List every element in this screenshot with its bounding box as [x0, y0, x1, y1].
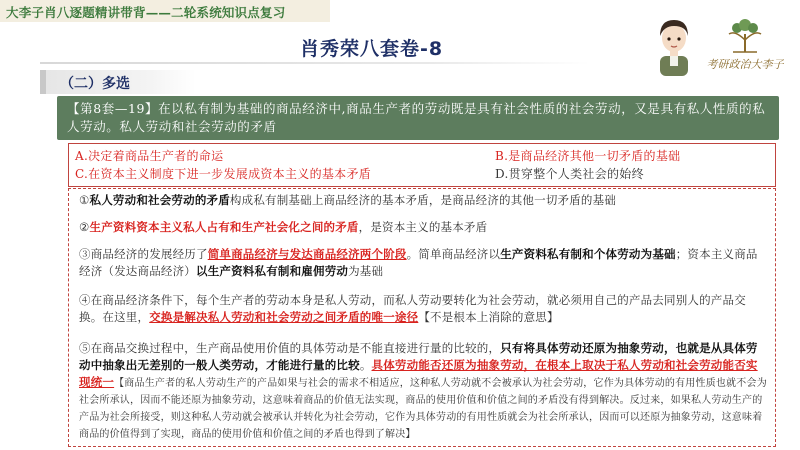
section-tab	[40, 70, 196, 94]
option-b[interactable]: B.是商品经济其他一切矛盾的基础	[495, 149, 681, 163]
point-text: ；资本主义商品经济（发达商品经济）	[79, 247, 758, 278]
page-title: 肖秀荣八套卷-8	[300, 38, 444, 60]
option-a[interactable]: A.决定着商品生产者的命运	[75, 149, 224, 163]
point-marker: ②	[79, 220, 90, 234]
point-keyword: 只有将具体劳动还原为抽象劳动，也就是从具体劳动中抽象出无差别的一般人类劳动，才能进行量的比较	[79, 341, 758, 372]
explanation-point-3	[79, 246, 769, 280]
point-text: 。	[359, 358, 372, 372]
point-note: 【商品生产者的私人劳动生产的产品如果与社会的需求不相适应，这种私人劳动就不会被承认为社会劳动，它作为具体劳动的有用性质也就不会为社会所承认，因而不能还原为抽象劳动，这意味着商品的价值无法实现，商品的使用价值和价值之间的矛盾没有得到解决。反过来，如果私人劳动生产的产品为社会所接受，则这种私人劳动就会被承认并转化为社会劳动，它作为具体劳动的有用性质就会为社会所承认，因而可以还原为抽象劳动，这意味着商品的价值得到了实现，商品的使用价值和价值之间的矛盾也得到了解决】	[79, 378, 767, 440]
tree-icon	[695, 18, 795, 58]
header-title: 大李子肖八逐题精讲带背——二轮系统知识点复习	[6, 5, 286, 20]
point-text: ④在商品经济条件下，每个生产者的劳动本身是私人劳动，而私人劳动要转化为社会劳动，就必须用自己的产品去同别人的产品交换。在这里，	[79, 293, 746, 324]
explanation-point-2	[79, 219, 769, 236]
point-text: 。简单商品经济以	[406, 247, 501, 261]
point-text: 构成私有制基础上商品经济的基本矛盾，是商品经济的其他一切矛盾的基础	[229, 193, 617, 207]
point-keyword: 生产资料资本主义私人占有和生产社会化之间的矛盾	[89, 220, 359, 234]
option-c[interactable]: C.在资本主义制度下进一步发展成资本主义的基本矛盾	[75, 167, 372, 181]
header-strip	[0, 0, 330, 22]
option-d[interactable]: D.贯穿整个人类社会的始终	[495, 167, 644, 181]
brand-logo	[695, 18, 795, 76]
options-box	[68, 143, 776, 187]
logo-text: 考研政治大李子	[706, 58, 784, 71]
section-label: （二）多选	[60, 76, 130, 92]
avatar-icon	[650, 12, 698, 76]
point-keyword: 简单商品经济与发达商品经济两个阶段	[207, 247, 407, 261]
explanation-point-5	[79, 340, 769, 442]
question-text: 【第8套—19】在以私有制为基础的商品经济中,商品生产者的劳动既是具有社会性质的社会劳动，又是具有私人性质的私人劳动。私人劳动和社会劳动的矛盾	[67, 101, 766, 134]
point-keyword: 以生产资料私有制和雇佣劳动	[196, 264, 349, 278]
point-keyword: 生产资料私有制和个体劳动为基础	[500, 247, 676, 261]
explanation-point-4	[79, 292, 769, 326]
question-banner	[57, 96, 779, 140]
point-keyword: 具体劳动能否还原为抽象劳动，在根本上取决于私人劳动和社会劳动能否实现统一	[79, 358, 758, 389]
point-text: ，是资本主义的基本矛盾	[358, 220, 488, 234]
point-text: ③商品经济的发展经历了	[79, 247, 208, 261]
title-divider	[40, 62, 590, 64]
point-note: 【不是根本上消除的意思】	[418, 310, 559, 324]
explanation-box	[68, 188, 776, 447]
point-keyword: 私人劳动和社会劳动的矛盾	[89, 193, 230, 207]
point-marker: ①	[79, 193, 90, 207]
point-text: 为基础	[348, 264, 384, 278]
point-keyword: 交换是解决私人劳动和社会劳动之间矛盾的唯一途径	[149, 310, 419, 324]
explanation-point-1	[79, 192, 769, 209]
point-text: ⑤在商品交换过程中，生产商品使用价值的具体劳动是不能直接进行量的比较的，	[79, 341, 501, 355]
